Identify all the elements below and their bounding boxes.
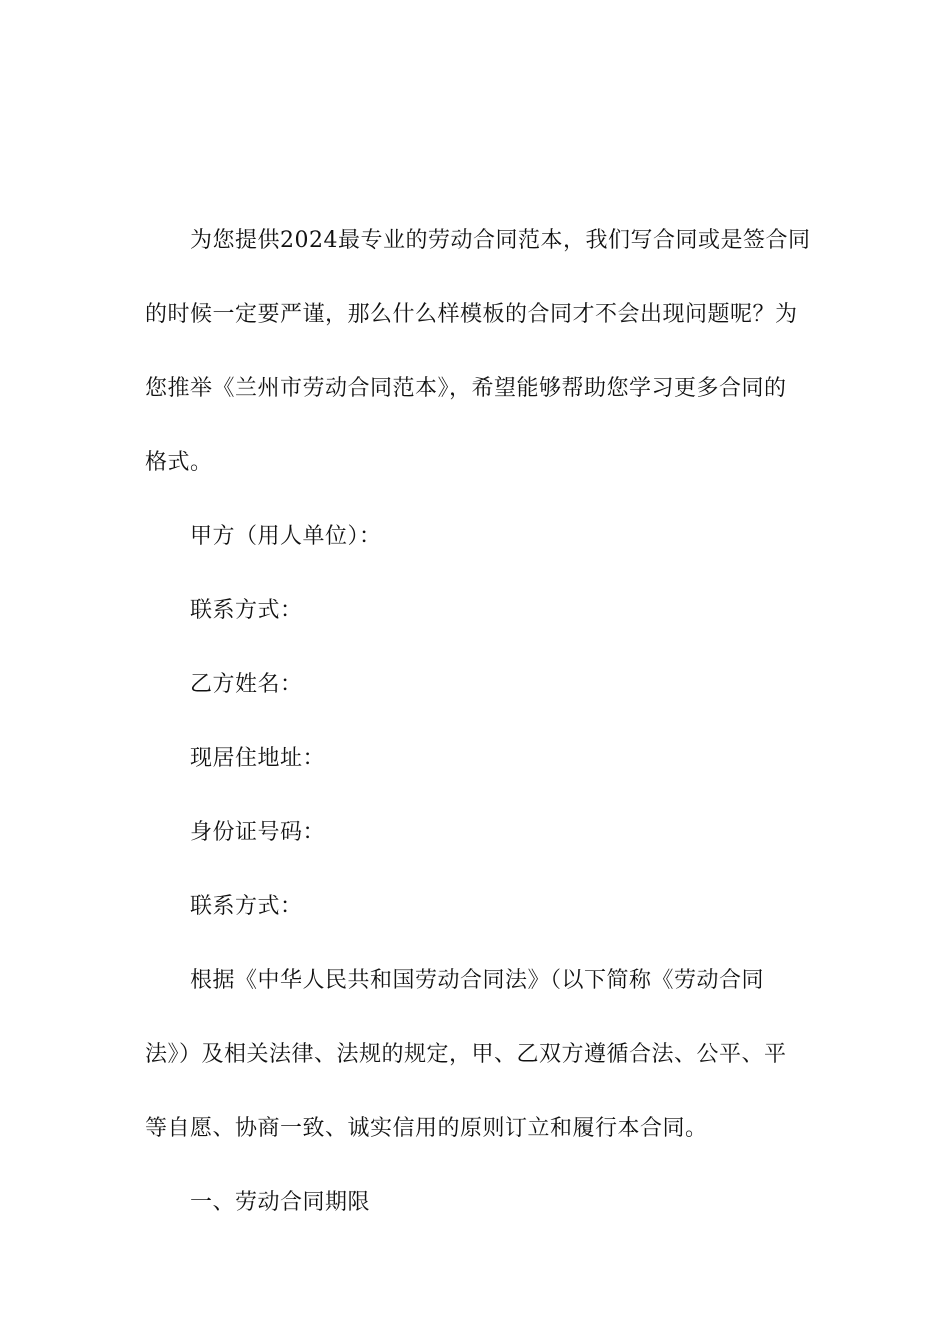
id-number-field: 身份证号码： xyxy=(190,820,326,845)
basis-line-2: 法》）及相关法律、法规的规定，甲、乙双方遵循合法、公平、平 xyxy=(145,1042,787,1067)
party-a-field: 甲方（用人单位）： xyxy=(190,524,382,549)
party-b-name-field: 乙方姓名： xyxy=(190,672,303,697)
intro-line-3: 您推举《兰州市劳动合同范本》，希望能够帮助您学习更多合同的 xyxy=(145,376,787,401)
intro-line-1: 为您提供2024最专业的劳动合同范本，我们写合同或是签合同 xyxy=(190,228,811,253)
intro-line-4: 格式。 xyxy=(145,450,213,475)
section-1-heading: 一、劳动合同期限 xyxy=(190,1190,371,1215)
party-a-contact-field: 联系方式： xyxy=(190,598,303,623)
current-address-field: 现居住地址： xyxy=(190,746,326,771)
intro-line-2: 的时候一定要严谨，那么什么样模板的合同才不会出现问题呢？为 xyxy=(145,302,798,327)
party-b-contact-field: 联系方式： xyxy=(190,894,303,919)
basis-line-3: 等自愿、协商一致、诚实信用的原则订立和履行本合同。 xyxy=(145,1116,708,1141)
basis-line-1: 根据《中华人民共和国劳动合同法》（以下简称《劳动合同 xyxy=(190,968,765,993)
document-body xyxy=(145,204,810,1240)
